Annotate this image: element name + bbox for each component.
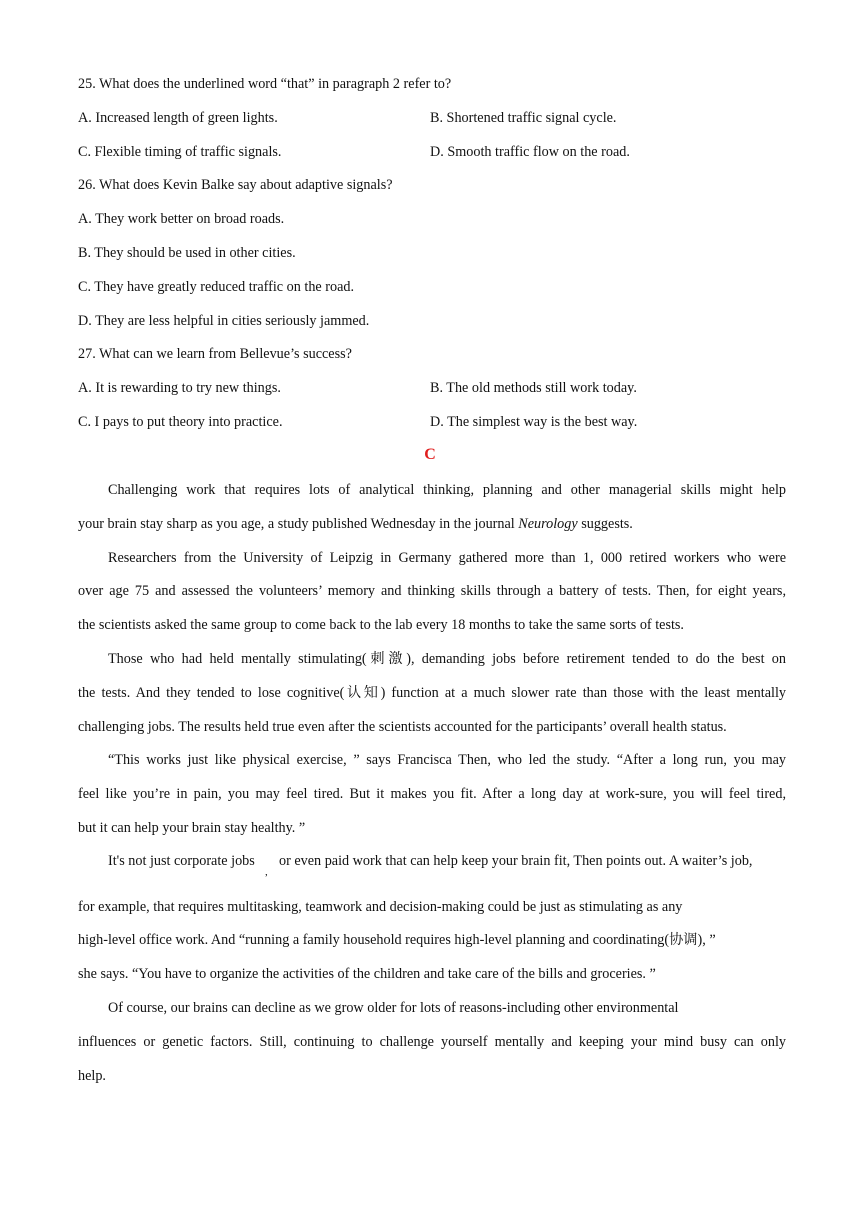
passage-p3-line3: challenging jobs. The results held true even after the scientists accounted for the participants’ overall health status. <box>78 719 727 735</box>
passage-p1-line2-pre: your brain stay sharp as you age, a study published Wednesday in the journal <box>78 516 519 532</box>
question-27-option-d: D. The simplest way is the best way. <box>430 414 638 430</box>
question-27-option-b: B. The old methods still work today. <box>430 380 637 396</box>
passage-p4-line1: “This works just like physical exercise, ” says Francisca Then, who led the study. “After a long run, you may <box>108 752 786 768</box>
question-26-option-c: C. They have greatly reduced traffic on the road. <box>78 279 355 295</box>
passage-p6-line1: Of course, our brains can decline as we grow older for lots of reasons-including other environmental <box>108 1000 679 1016</box>
passage-p3-line2: the tests. And they tended to lose cognitive(认知) function at a much slower rate than those with the least mentally <box>78 685 786 701</box>
passage-p5-line2: for example, that requires multitasking, teamwork and decision-making could be just as stimulating as any <box>78 899 683 915</box>
question-27-option-a: A. It is rewarding to try new things. <box>78 380 281 396</box>
question-25-option-a: A. Increased length of green lights. <box>78 110 278 126</box>
question-26-option-b: B. They should be used in other cities. <box>78 245 296 261</box>
question-27-stem: 27. What can we learn from Bellevue’s success? <box>78 346 352 362</box>
passage-p2-line1: Researchers from the University of Leipzig in Germany gathered more than 1, 000 retired workers who were <box>108 550 786 566</box>
passage-p2-line3: the scientists asked the same group to come back to the lab every 18 months to take the same sorts of tests. <box>78 617 684 633</box>
passage-p2-line2: over age 75 and assessed the volunteers’ memory and thinking skills through a battery of tests. Then, for eight years, <box>78 583 786 599</box>
question-26-option-a: A. They work better on broad roads. <box>78 211 285 227</box>
question-27-option-c: C. I pays to put theory into practice. <box>78 414 283 430</box>
passage-p5-line3: high-level office work. And “running a family household requires high-level planning and coordinating(协调), ” <box>78 932 716 948</box>
question-26-option-d: D. They are less helpful in cities seriously jammed. <box>78 313 370 329</box>
passage-p5-line4: she says. “You have to organize the activities of the children and take care of the bills and groceries. ” <box>78 966 656 982</box>
question-26-stem: 26. What does Kevin Balke say about adaptive signals? <box>78 177 393 193</box>
passage-p1-line1: Challenging work that requires lots of analytical thinking, planning and other managerial skills might help <box>108 482 786 498</box>
passage-p1-line2 <box>78 515 633 533</box>
passage-p5-line1-pre: It's not just corporate jobs <box>108 853 255 869</box>
question-25-option-d: D. Smooth traffic flow on the road. <box>430 144 630 160</box>
passage-p6-line2: influences or genetic factors. Still, continuing to challenge yourself mentally and keeping your mind busy can only <box>78 1034 786 1050</box>
section-heading: C <box>424 446 436 463</box>
stray-comma: , <box>265 866 268 878</box>
passage-p3-line1: Those who had held mentally stimulating(刺激), demanding jobs before retirement tended to do the best on <box>108 651 786 667</box>
passage-p4-line3: but it can help your brain stay healthy. ” <box>78 820 306 836</box>
passage-p6-line3: help. <box>78 1068 106 1084</box>
question-25-option-c: C. Flexible timing of traffic signals. <box>78 144 282 160</box>
passage-p5-line1-post: or even paid work that can help keep your brain fit, Then points out. A waiter’s job, <box>279 853 753 869</box>
question-25-stem: 25. What does the underlined word “that” in paragraph 2 refer to? <box>78 76 452 92</box>
question-25-option-b: B. Shortened traffic signal cycle. <box>430 110 617 126</box>
passage-p1-line2-post: suggests. <box>577 516 633 532</box>
journal-name: Neurology <box>518 516 578 532</box>
passage-p4-line2: feel like you’re in pain, you may feel tired. But it makes you fit. After a long day at work-sure, you will feel tired, <box>78 786 786 802</box>
